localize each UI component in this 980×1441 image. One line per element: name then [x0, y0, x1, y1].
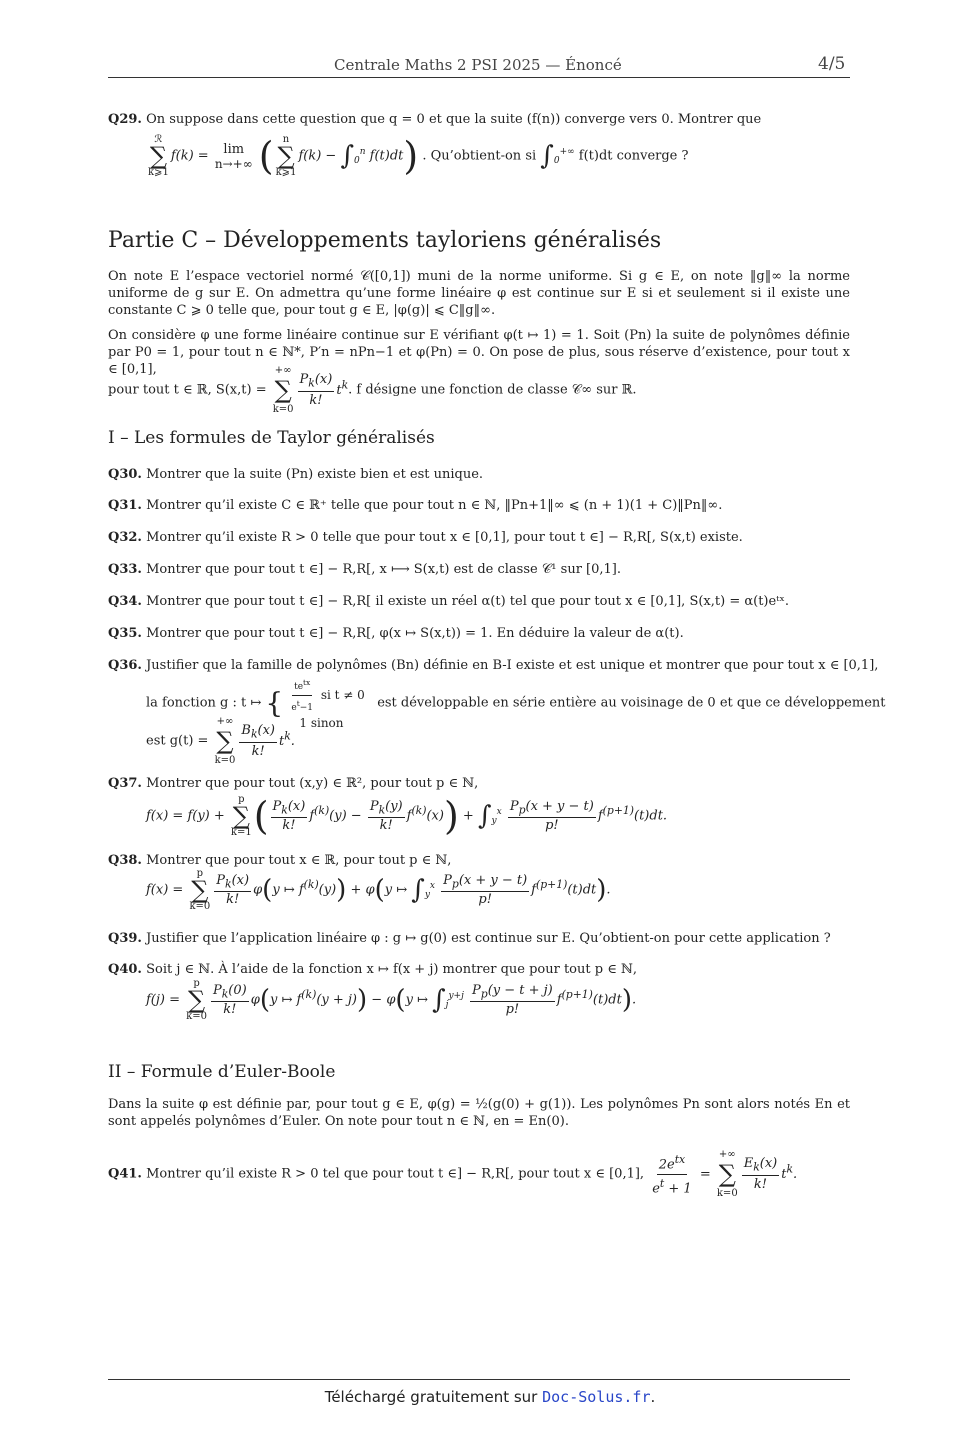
question-number: Q30.	[108, 467, 142, 482]
question-38	[108, 852, 451, 869]
case-1: si t ≠ 0	[320, 688, 365, 702]
question-34	[108, 593, 789, 610]
footer-link[interactable]: Doc-Solus.fr	[542, 1388, 651, 1406]
question-number: Q36.	[108, 658, 142, 673]
question-text: Montrer que pour tout (x,y) ∈ ℝ², pour tout p ∈ ℕ,	[146, 776, 479, 791]
question-36	[108, 657, 878, 674]
question-30	[108, 466, 483, 483]
question-text: Montrer que la suite (Pn) existe bien et est unique.	[146, 467, 484, 482]
question-text: Justifier que l’application linéaire φ : g ↦ g(0) est continue sur E. Qu’obtient-on pour cette application ?	[146, 931, 831, 946]
question-text: On suppose dans cette question que q = 0 et que la suite (f(n)) converge vers 0. Montrer que	[146, 112, 762, 127]
footer	[0, 1388, 980, 1406]
equation-q38: f(x) = p ∑ k=0 $\frac{P_k(x)}{k!}$ φ(y ↦ $f^{(k)}(y)) + \varphi(y$ ↦ $\int_y^x$ $\frac{P_p(x + y - t)}{p!}$ $f^{(p+1)}(t)dt$).	[146, 868, 611, 912]
question-33	[108, 561, 621, 578]
question-text: Montrer qu’il existe R > 0 telle que pour tout x ∈ [0,1], pour tout t ∈] − R,R[, S(x,t) existe.	[146, 530, 743, 545]
question-text: Montrer que pour tout t ∈] − R,R[, φ(x ↦ S(x,t)) = 1. En déduire la valeur de α(t).	[146, 626, 684, 641]
part-intro-2: On considère φ une forme linéaire continue sur E vérifiant φ(t ↦ 1) = 1. Soit (Pn) la suite de polynômes définie par P0 = 1, pour tout n ∈ ℕ*, P′n = nPn−1 et φ(Pn) = 0. On pose de plus, sous réserve d’existence, pour tout x ∈ [0,1],	[108, 328, 850, 377]
header-title: Centrale Maths 2 PSI 2025 — Énoncé	[334, 56, 622, 74]
q36-pre: la fonction g : t ↦	[146, 695, 262, 711]
question-text: Justifier que la famille de polynômes (Bn) définie en B-I existe et est unique et montrer que pour tout x ∈ [0,1],	[146, 658, 879, 673]
q29-tail: . Qu’obtient-on si	[422, 148, 537, 164]
q36-line2: la fonction g : t ↦ { $\frac{te^{tx}}{e^t-1}$ si t ≠ 0 1 sinon est développable en série entière au voisinage de 0 et que ce développement	[146, 675, 886, 731]
question-number: Q31.	[108, 498, 142, 513]
part-intro-1: On note E l’espace vectoriel normé 𝒞([0,1]) muni de la norme uniforme. Si g ∈ E, on note ‖g‖∞ la norme uniforme de g sur E. On admettra qu’une forme linéaire φ est continue sur E si et seulement si il existe une constante C ⩾ 0 telle que, pour tout g ∈ E, |φ(g)| ⩽ C‖g‖∞.	[108, 269, 850, 318]
q36-line3: est g(t) = +∞ ∑ k=0 $\frac{B_k(x)}{k!}$ $t^k$.	[146, 716, 295, 766]
question-number: Q41.	[108, 1166, 142, 1182]
equation-q29: ℛ ∑ k⩾1 f(k) = lim n→+∞ ( n ∑ k⩾1 $f(k) - \int_0^n$ f(t)dt) . Qu’obtient-on si $\int_0^{+\infty}$ f(t)dt converge ?	[148, 134, 689, 178]
question-32	[108, 529, 743, 546]
question-41: Q41. Montrer qu’il existe R > 0 tel que pour tout t ∈] − R,R[, pour tout x ∈ [0,1], $\frac{2e^{tx}}{e^t + 1}$ = +∞ ∑ k=0 $\frac{E_k(x)}{k!}$ $t^k$.	[108, 1149, 798, 1199]
question-40	[108, 961, 637, 978]
question-text: Soit j ∈ ℕ. À l’aide de la fonction x ↦ f(x + j) montrer que pour tout p ∈ ℕ,	[146, 962, 637, 977]
header-rule	[108, 77, 850, 78]
q36-post: est développable en série entière au voisinage de 0 et que ce développement	[377, 695, 886, 711]
intro3-post: . f désigne une fonction de classe 𝒞∞ sur ℝ.	[348, 382, 637, 398]
part-title: Partie C – Développements tayloriens généralisés	[108, 228, 662, 253]
equation-q37: f(x) = f(y) + p ∑ k=1 ( $\frac{P_k(x)}{k!}$ $f^{(k)}(y)$ − $\frac{P_k(y)}{k!}$ $f^{(k)}(x)) + \int_y^x$ $\frac{P_p(x + y - t)}{p!}$ $f^{(p+1)}(t)dt$.	[146, 794, 668, 838]
footer-rule	[108, 1379, 850, 1380]
question-text: Montrer que pour tout t ∈] − R,R[ il existe un réel α(t) tel que pour tout x ∈ [0,1], S(x,t) = α(t)eᵗˣ.	[146, 594, 790, 609]
page-number: 4/5	[818, 54, 846, 74]
question-31	[108, 497, 722, 514]
question-number: Q34.	[108, 594, 142, 609]
question-number: Q32.	[108, 530, 142, 545]
question-number: Q40.	[108, 962, 142, 977]
question-number: Q38.	[108, 853, 142, 868]
section-1-title: I – Les formules de Taylor généralisés	[108, 428, 435, 448]
part-intro-3: pour tout t ∈ ℝ, S(x,t) = +∞ ∑ k=0 $\frac{P_k(x)}{k!}$ $t^k$. f désigne une fonction de classe 𝒞∞ sur ℝ.	[108, 365, 637, 415]
question-39	[108, 930, 831, 947]
question-37	[108, 775, 478, 792]
intro3-pre: pour tout t ∈ ℝ, S(x,t) =	[108, 382, 267, 398]
question-number: Q39.	[108, 931, 142, 946]
equation-q40: f(j) = p ∑ k=0 $\frac{P_k(0)}{k!}$ φ(y ↦ $f^{(k)}(y + j)) - \varphi(y$ ↦ $\int_j^{y+j}$ $\frac{P_p(y - t + j)}{p!}$ $f^{(p+1)}(t)dt$).	[146, 978, 637, 1022]
footer-text: Téléchargé gratuitement sur	[324, 1388, 538, 1406]
section-2-intro: Dans la suite φ est définie par, pour tout g ∈ E, φ(g) = ½(g(0) + g(1)). Les polynômes Pn sont alors notés En et sont appelés polynômes d’Euler. On note pour tout n ∈ ℕ, en = En(0).	[108, 1097, 850, 1129]
q29-end: f(t)dt converge ?	[578, 148, 689, 164]
question-text: Montrer qu’il existe R > 0 tel que pour tout t ∈] − R,R[, pour tout x ∈ [0,1],	[146, 1166, 645, 1182]
question-35	[108, 625, 684, 642]
question-text: Montrer qu’il existe C ∈ ℝ⁺ telle que pour tout n ∈ ℕ, ‖Pn+1‖∞ ⩽ (n + 1)(1 + C)‖Pn‖∞.	[146, 498, 723, 513]
case-2: 1 sinon	[299, 716, 344, 730]
section-2-title: II – Formule d’Euler-Boole	[108, 1062, 336, 1082]
question-text: Montrer que pour tout t ∈] − R,R[, x ⟼ S(x,t) est de classe 𝒞¹ sur [0,1].	[146, 562, 621, 577]
question-number: Q29.	[108, 112, 142, 127]
q36-line3-pre: est g(t) =	[146, 733, 209, 749]
question-number: Q33.	[108, 562, 142, 577]
footer-end: .	[650, 1388, 656, 1406]
question-number: Q35.	[108, 626, 142, 641]
question-29	[108, 111, 761, 128]
question-number: Q37.	[108, 776, 142, 791]
question-text: Montrer que pour tout x ∈ ℝ, pour tout p ∈ ℕ,	[146, 853, 452, 868]
